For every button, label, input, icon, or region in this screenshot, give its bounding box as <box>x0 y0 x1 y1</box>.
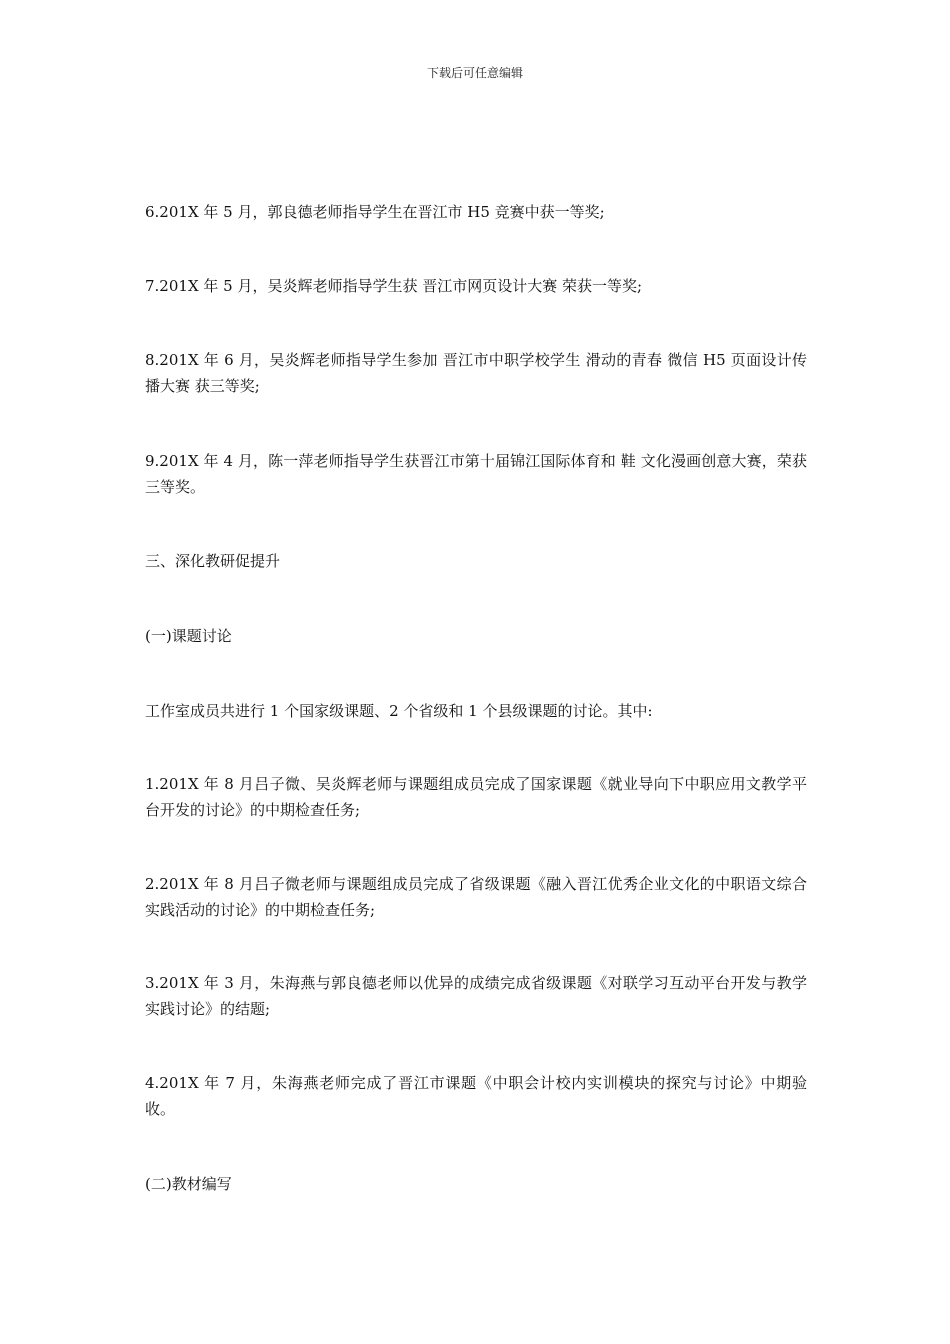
paragraph-research-2: 2.201X 年 8 月吕子微老师与课题组成员完成了省级课题《融入晋江优秀企业文化的中职语文综合实践活动的讨论》的中期检查任务; <box>145 875 807 919</box>
paragraph-research-1: 1.201X 年 8 月吕子微、吴炎辉老师与课题组成员完成了国家课题《就业导向下中职应用文教学平台开发的讨论》的中期检查任务; <box>145 775 807 819</box>
paragraph-award-8: 8.201X 年 6 月，吴炎辉老师指导学生参加 晋江市中职学校学生 滑动的青春 微信 H5 页面设计传播大赛 获三等奖; <box>145 351 807 395</box>
paragraph-research-4: 4.201X 年 7 月，朱海燕老师完成了晋江市课题《中职会计校内实训模块的探究与讨论》中期验收。 <box>145 1074 807 1118</box>
paragraph-award-9: 9.201X 年 4 月，陈一萍老师指导学生获晋江市第十届锦江国际体育和 鞋 文化漫画创意大赛，荣获三等奖。 <box>145 452 807 496</box>
paragraph-award-7: 7.201X 年 5 月，吴炎辉老师指导学生获 晋江市网页设计大赛 荣获一等奖; <box>145 277 643 295</box>
subsection-heading-2: (二)教材编写 <box>145 1175 232 1193</box>
paragraph-research-3: 3.201X 年 3 月，朱海燕与郭良德老师以优异的成绩完成省级课题《对联学习互动平台开发与教学实践讨论》的结题; <box>145 974 807 1018</box>
page-header: 下载后可任意编辑 <box>426 66 523 80</box>
paragraph-award-6: 6.201X 年 5 月，郭良德老师指导学生在晋江市 H5 竞赛中获一等奖; <box>145 203 605 221</box>
subsection-heading-1: (一)课题讨论 <box>145 627 232 645</box>
paragraph-research-intro: 工作室成员共进行 1 个国家级课题、2 个省级和 1 个县级课题的讨论。其中: <box>145 702 653 720</box>
section-heading-3: 三、深化教研促提升 <box>145 552 281 570</box>
